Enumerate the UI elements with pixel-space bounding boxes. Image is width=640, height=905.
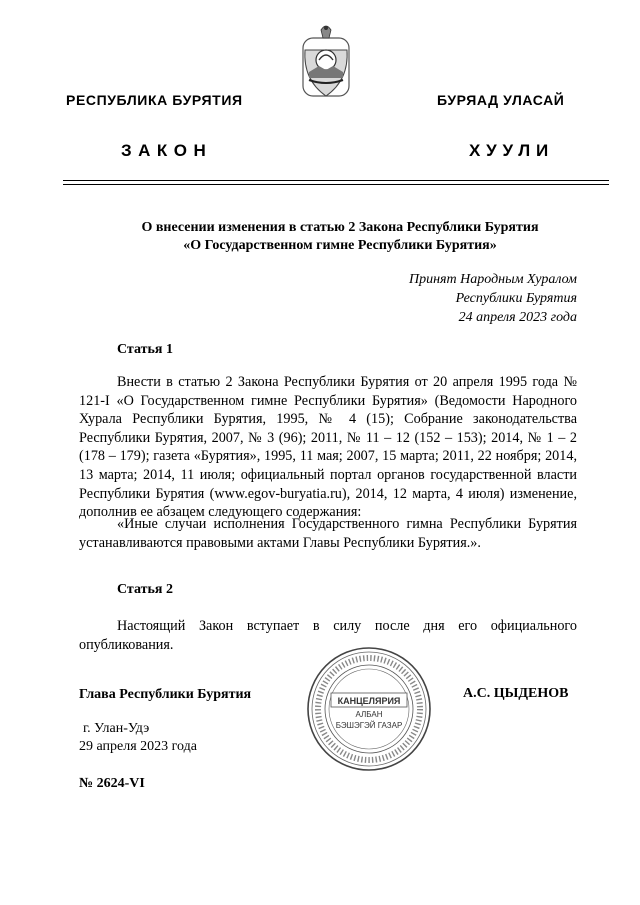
article-1-quote: «Иные случаи исполнения Государственного гимна Республики Бурятия устанавливаются правовыми актами Главы Республики Бурятия.».: [79, 516, 577, 551]
adoption-line-1: Принят Народным Хуралом: [408, 272, 577, 287]
title-line-1: О внесении изменения в статью 2 Закона Республики Бурятия: [141, 220, 539, 235]
header-divider-top: [63, 180, 609, 181]
republic-name-buryat: БУРЯАД УЛАСАЙ: [437, 92, 565, 108]
article-1-heading: Статья 1: [117, 342, 173, 357]
signer-title: Глава Республики Бурятия: [79, 687, 252, 702]
seal-inner-line-2: АЛБАН: [355, 710, 383, 719]
signing-date: 29 апреля 2023 года: [79, 739, 197, 754]
seal-inner-line-1: КАНЦЕЛЯРИЯ: [337, 696, 401, 706]
law-number: № 2624-VI: [79, 776, 145, 791]
adoption-date: 24 апреля 2023 года: [458, 310, 577, 325]
law-label-russian: ЗАКОН: [121, 141, 213, 160]
signer-name: А.С. ЦЫДЕНОВ: [463, 686, 569, 701]
article-1-text: Внести в статью 2 Закона Республики Бурятия от 20 апреля 1995 года № 121-I «О Государственном гимне Республики Бурятия» (Ведомости Народного Хурала Республики Бурятия, 1995, № 4 (15); Собрание законодательства Республики Бурятия, 2007, № 3 (96); 2011, № 11 – 12 (152 – 153); 2014, № 1 – 2 (178 – 179); газета «Бурятия», 1995, 11 мая; 2007, 15 марта; 2011, 22 ноября; 2014, 13 марта; 2014, 11 июля; официальный портал органов государственной власти Республики Бурятия (www.egov-buryatia.ru), 2014, 12 марта, 4 июля) изменение, дополнив ее абзацем следующего содержания:: [79, 374, 577, 521]
law-label-buryat: ХУУЛИ: [469, 141, 554, 160]
article-2-heading: Статья 2: [117, 582, 173, 597]
coat-of-arms-icon: [299, 20, 353, 102]
seal-inner-line-3: БЭШЭГЭЙ ГАЗАР: [335, 721, 403, 730]
republic-name-russian: РЕСПУБЛИКА БУРЯТИЯ: [66, 92, 243, 108]
document-title: [80, 219, 600, 255]
adoption-note: [277, 270, 577, 327]
title-line-2: «О Государственном гимне Республики Бурятия»: [183, 238, 497, 253]
article-2-text: Настоящий Закон вступает в силу после дня его официального опубликования.: [79, 618, 577, 653]
header-divider-bottom: [63, 184, 609, 185]
adoption-line-2: Республики Бурятия: [455, 291, 577, 306]
signing-city: г. Улан-Удэ: [83, 721, 150, 736]
official-seal-stamp: [305, 645, 433, 773]
